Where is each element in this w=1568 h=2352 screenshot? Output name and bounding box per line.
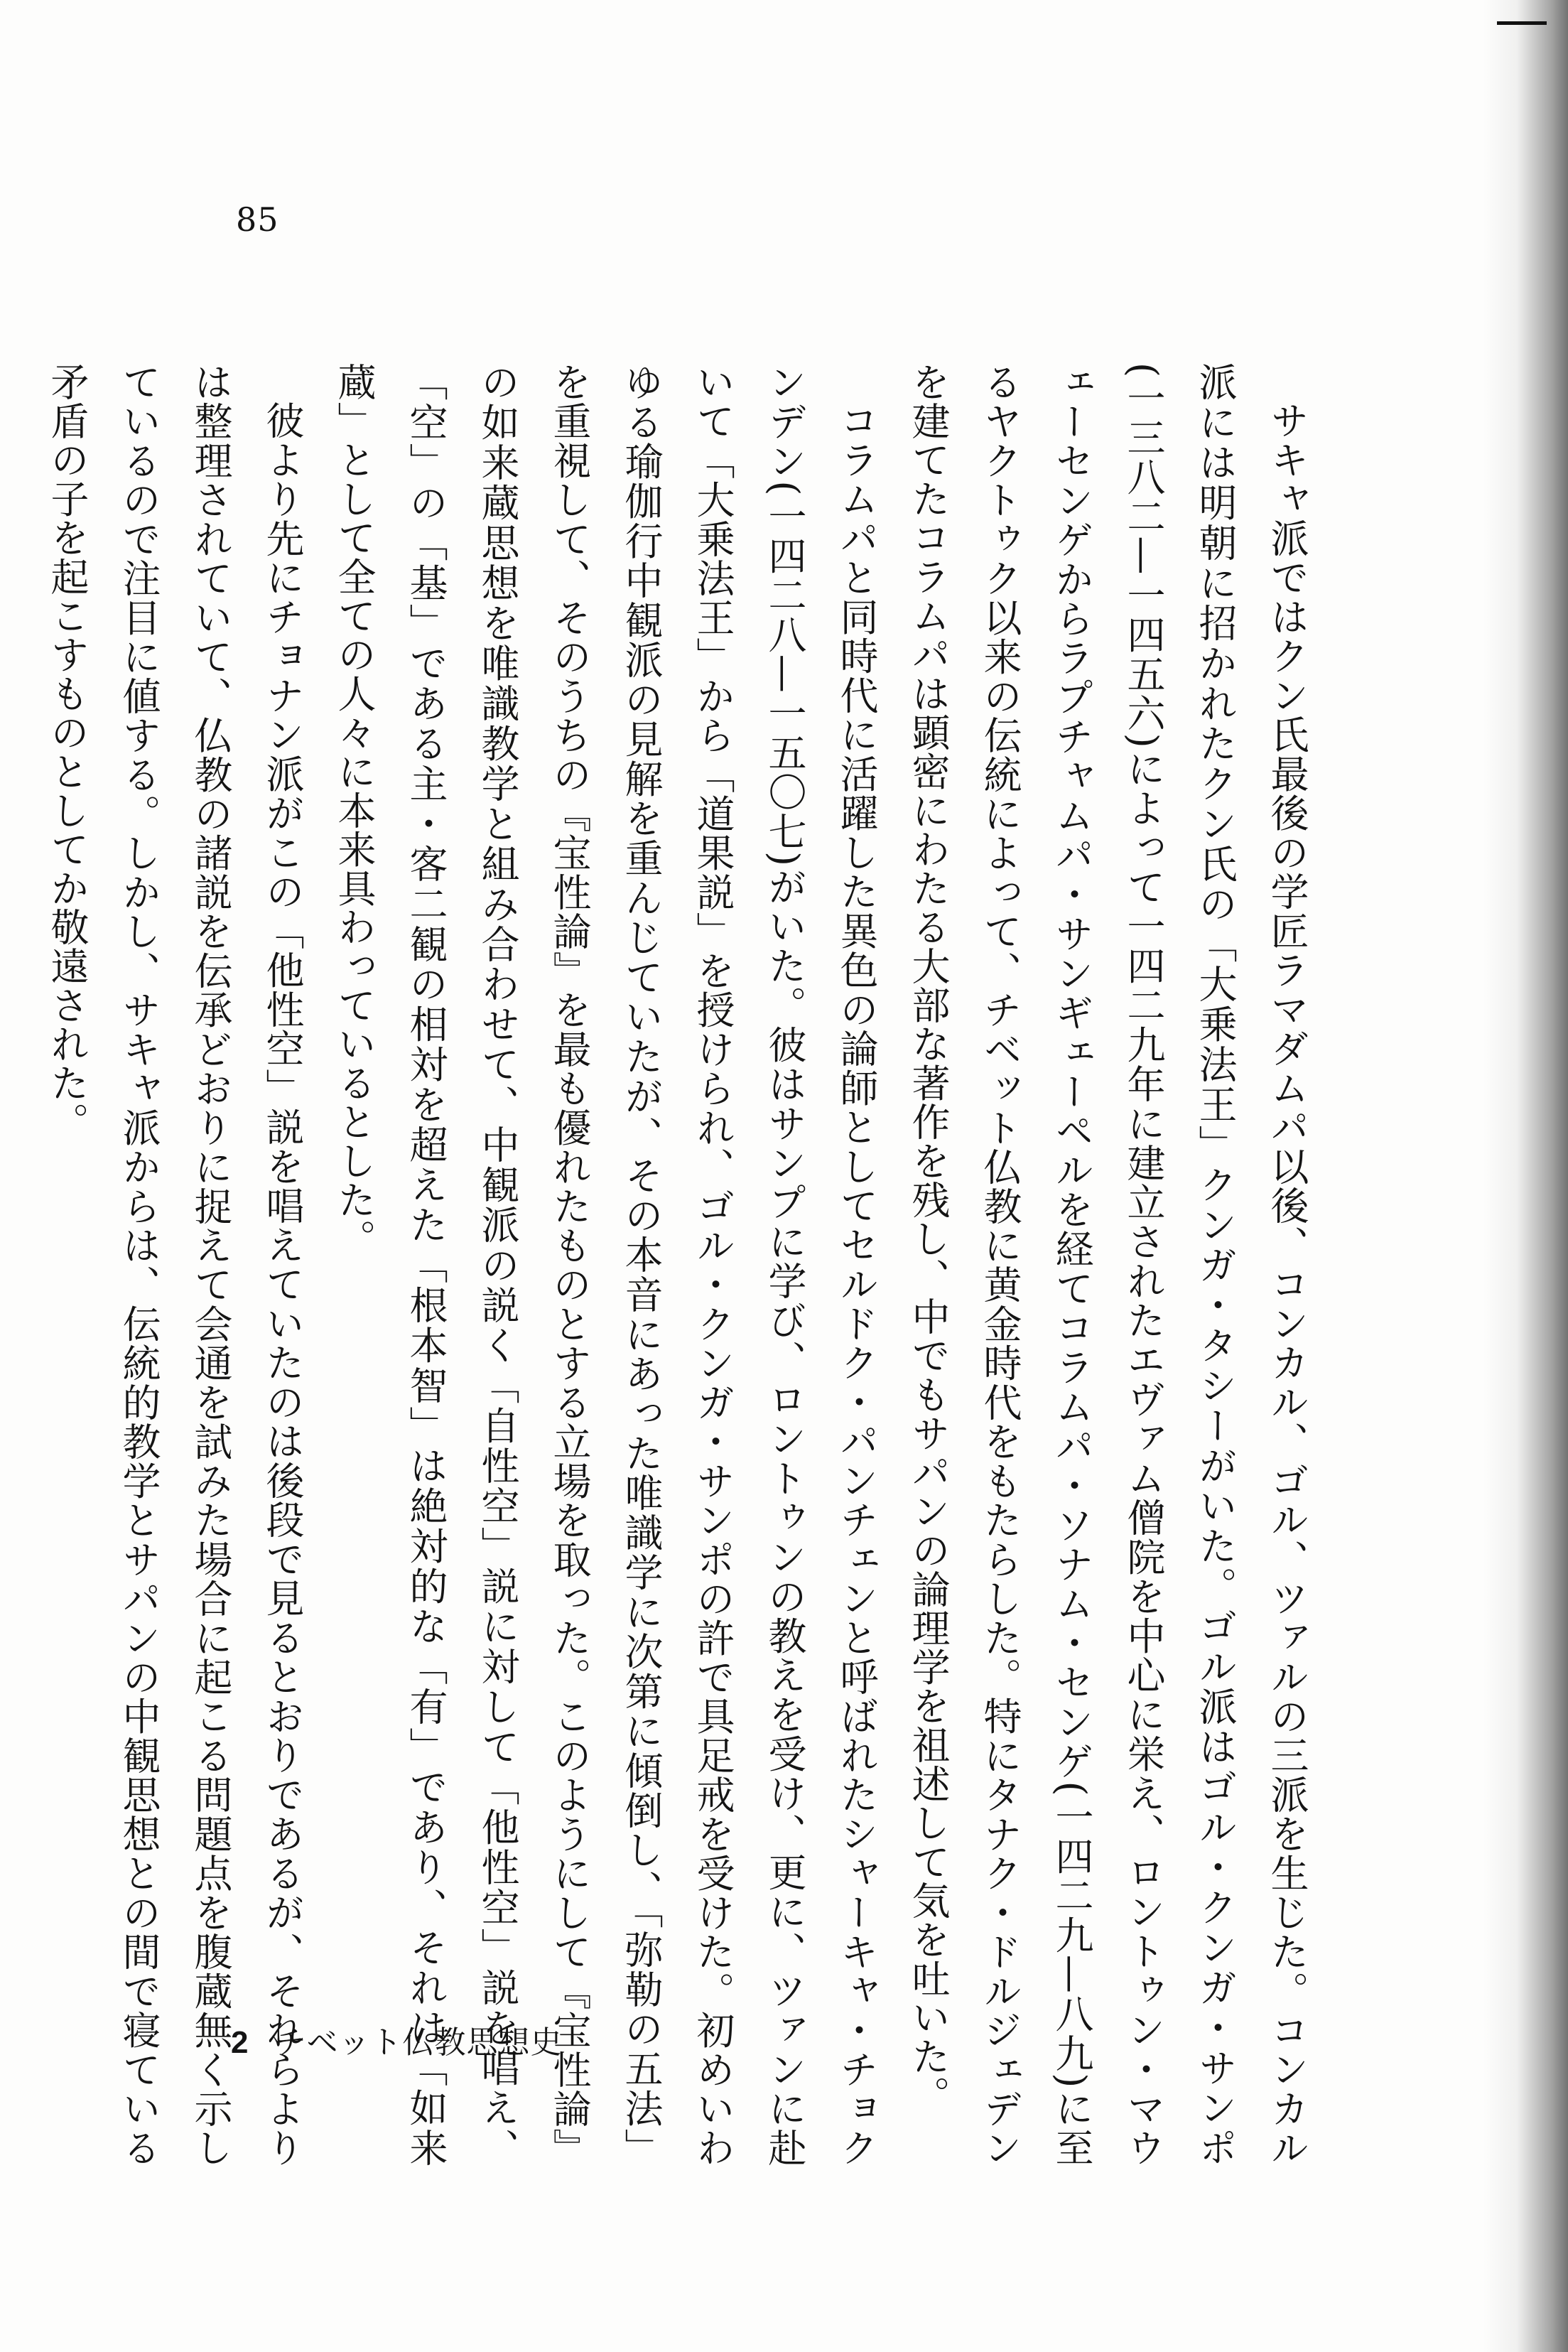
- paragraph: 彼より先にチョナン派がこの「他性空」説を唱えていたのは後段で見るとおりであるが、それらよりは整理されていて、仏教の諸説を伝承どおりに捉えて会通を試みた場合に起こる問題点を腹蔵無く示しているので注目に値する。しかし、サキャ派からは、伝統的教学とサパンの中観思想との間で寝ている矛盾の子を起こすものとしてか敬遠された。: [45, 362, 305, 2167]
- scan-binding-shadow: [1483, 0, 1568, 2352]
- page-number: 85: [236, 200, 279, 239]
- chapter-number: 2: [231, 2025, 249, 2060]
- running-title: チベット仏教思想史: [274, 2024, 563, 2061]
- corner-crop-mark: [1497, 21, 1547, 46]
- running-footer: [231, 2017, 562, 2062]
- paragraph: サキャ派ではクン氏最後の学匠ラマダムパ以後、コンカル、ゴル、ツァルの三派を生じた。コンカル派には明朝に招かれたクン氏の「大乗法王」クンガ・タシーがいた。ゴル派はゴル・クンガ・サンポ(一三八二—一四五六)によって一四二九年に建立されたエヴァム僧院を中心に栄え、ロントゥン・マウェーセンゲからラプチャムパ・サンギェーペルを経てコラムパ・ソナム・センゲ(一四二九—八九)に至るヤクトゥク以来の伝統によって、チベット仏教に黄金時代をもたらした。特にタナク・ドルジェデンを建てたコラムパは顕密にわたる大部な著作を残し、中でもサパンの論理学を祖述して気を吐いた。: [906, 362, 1309, 2167]
- paragraph: コラムパと同時代に活躍した異色の論師としてセルドク・パンチェンと呼ばれたシャーキャ・チョクンデン(一四二八—一五〇七)がいた。彼はサンプに学び、ロントゥンの教えを受け、更に、ツァンに赴いて「大乗法王」から「道果説」を授けられ、ゴル・クンガ・サンポの許で具足戒を受けた。初めいわゆる瑜伽行中観派の見解を重んじていたが、その本音にあった唯識学に次第に傾倒し、「弥勒の五法」を重視して、そのうちの『宝性論』を最も優れたものとする立場を取った。このようにして『宝性論』の如来蔵思想を唯識教学と組み合わせて、中観派の説く「自性空」説に対して「他性空」説を唱え、「空」の「基」である主・客二観の相対を超えた「根本智」は絶対的な「有」であり、それは「如来蔵」として全ての人々に本来具わっているとした。: [332, 362, 879, 2167]
- vertical-body-text: [45, 362, 1323, 2167]
